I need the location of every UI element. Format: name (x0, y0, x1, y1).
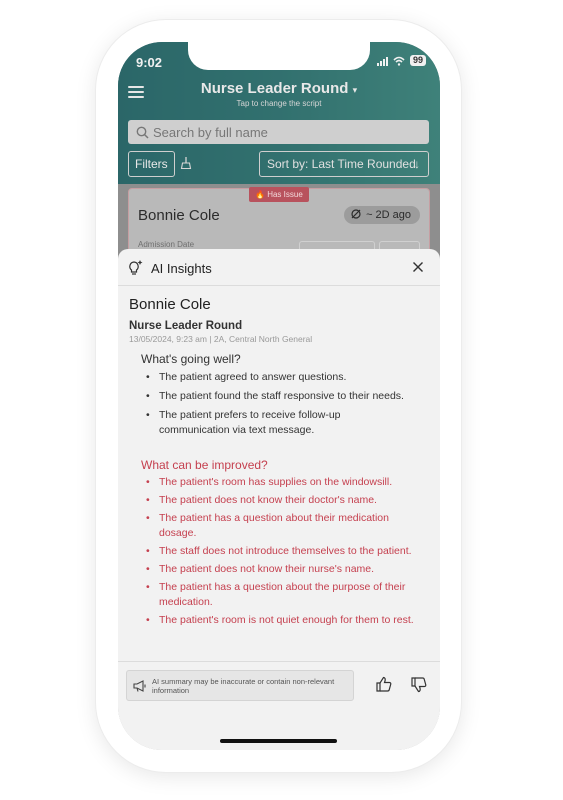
status-time: 9:02 (136, 55, 163, 70)
status-icons (377, 55, 426, 66)
thumbs-down-icon[interactable] (410, 676, 427, 693)
sort-label: Sort by: Last Time Rounded (267, 157, 416, 171)
list-item: • The patient's room is not quiet enough for them to rest. (146, 613, 416, 628)
card-patient-name: Bonnie Cole (138, 207, 220, 224)
sheet-header (118, 249, 440, 286)
battery-icon: 99 (410, 55, 426, 66)
last-rounded-label: ~ 2D ago (366, 209, 412, 221)
arrow-down-icon: ↓ (414, 157, 420, 171)
script-title[interactable] (118, 80, 440, 97)
signal-icon (377, 56, 388, 66)
last-rounded-badge (344, 206, 420, 224)
round-meta: 13/05/2024, 9:23 am | 2A, Central North General (129, 334, 313, 344)
filters-button[interactable]: Filters (128, 151, 175, 177)
list-item: • The patient does not know their doctor's name. (146, 493, 416, 508)
list-item: • The patient found the staff responsive to their needs. (146, 389, 406, 404)
phone-screen (118, 42, 440, 750)
home-indicator[interactable] (220, 739, 337, 743)
search-input[interactable] (153, 125, 413, 140)
list-item: • The patient agreed to answer questions. (146, 370, 406, 385)
megaphone-icon (133, 680, 147, 692)
going-well-list (146, 370, 406, 442)
search-icon (136, 126, 149, 139)
improve-list (146, 475, 416, 631)
round-name: Nurse Leader Round (129, 320, 243, 332)
going-well-heading: What's going well? (141, 352, 241, 366)
list-item: • The patient has a question about their medication dosage. (146, 511, 416, 541)
disclaimer-box (126, 670, 354, 701)
script-title-label: Nurse Leader Round (200, 80, 349, 97)
list-item: • The patient does not know their nurse's name. (146, 562, 416, 577)
flame-icon: 🔥 (255, 190, 265, 199)
chevron-down-icon: ▾ (352, 85, 358, 95)
lightbulb-sparkle-icon (127, 259, 144, 276)
admission-date-label: Admission Date (138, 240, 195, 249)
insight-patient-name: Bonnie Cole (129, 296, 211, 313)
notch (188, 42, 370, 70)
ai-insights-sheet (118, 249, 440, 750)
has-issue-label: Has Issue (267, 190, 303, 199)
improve-heading: What can be improved? (141, 458, 268, 472)
rounds-icon (349, 209, 363, 219)
has-issue-badge (249, 187, 309, 202)
close-icon[interactable] (412, 261, 424, 273)
search-box[interactable] (128, 120, 429, 144)
sort-button[interactable] (259, 151, 429, 177)
sheet-title: AI Insights (151, 261, 212, 276)
list-item: • The patient has a question about the purpose of their medication. (146, 580, 416, 610)
disclaimer-text: AI summary may be inaccurate or contain non-relevant information (152, 677, 335, 695)
list-item: • The patient prefers to receive follow-up communication via text message. (146, 408, 406, 438)
script-subtitle: Tap to change the script (236, 99, 322, 108)
list-item: • The staff does not introduce themselves to the patient. (146, 544, 416, 559)
thumbs-up-icon[interactable] (375, 676, 392, 693)
wifi-icon (393, 56, 405, 66)
sheet-footer (118, 661, 440, 750)
list-item: • The patient's room has supplies on the windowsill. (146, 475, 416, 490)
broom-icon[interactable] (180, 156, 192, 170)
